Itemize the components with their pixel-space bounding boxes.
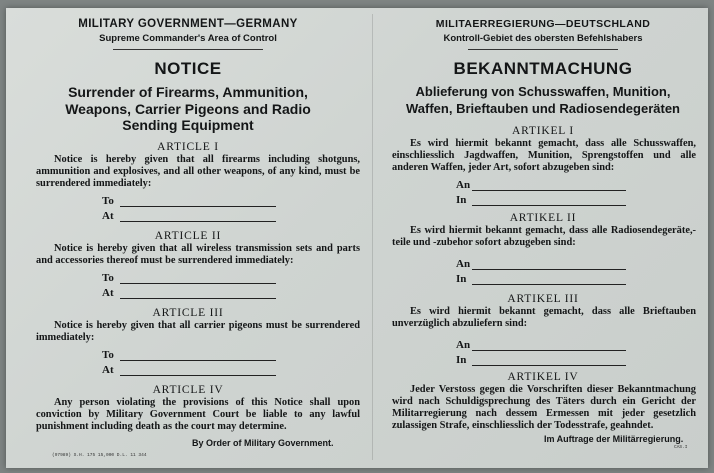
field-line (472, 205, 626, 206)
form-field-at[interactable] (6, 286, 370, 301)
field-line (120, 360, 276, 361)
order-signature: Im Auftrage der Militärregierung. (544, 434, 684, 444)
article-title: ARTICLE II (154, 229, 222, 242)
notice-poster (6, 8, 708, 468)
field-label: To (102, 348, 114, 361)
field-line (472, 350, 626, 351)
article-title: ARTIKEL IV (507, 371, 579, 383)
government-title: MILITARY GOVERNMENT—GERMANY (78, 18, 298, 30)
article-text (378, 138, 708, 174)
notice-title: NOTICE (154, 59, 222, 78)
heading-line: Ablieferung von Schusswaffen, Munition, (415, 84, 671, 99)
article-text-body: Es wird hiermit bekannt gemacht, dass alle Radiosendegeräte,-teile und -zubehor sofort abzugeben sind: (392, 225, 696, 248)
field-label: In (456, 194, 467, 206)
form-field-to[interactable] (6, 194, 370, 209)
area-subtitle: Supreme Commander's Area of Control (99, 33, 277, 44)
field-label: An (456, 339, 471, 351)
field-line (120, 375, 276, 376)
form-field-an[interactable] (378, 178, 708, 193)
article-text-body: Jeder Verstoss gegen die Vorschriften dieser Bekanntmachung wird nach Schuldigsprechung des Täters durch ein Gericht der Militarregierung nach dessem Ermessen mit jeder gesetzlich zulassigen Strafe, einschliesslich der Todesstrafe, geahndet. (392, 384, 696, 431)
field-label: An (456, 258, 471, 270)
form-field-in[interactable] (378, 193, 708, 208)
article-text-body: Notice is hereby given that all firearms including shotguns, ammunition and explosives, and all other weapons, of any kind, must be surrendered immediately: (36, 153, 360, 189)
field-label: At (102, 363, 114, 376)
article-title: ARTICLE I (157, 140, 219, 153)
form-field-in[interactable] (378, 353, 708, 368)
field-line (120, 283, 276, 284)
article-title: ARTIKEL III (507, 293, 579, 305)
field-label: At (102, 209, 114, 222)
government-title: MILITAERREGIERUNG—DEUTSCHLAND (435, 18, 651, 30)
field-label: To (102, 271, 114, 284)
heading-line: Waffen, Brieftauben und Radiosendegeräten (406, 100, 680, 116)
form-field-at[interactable] (6, 209, 370, 224)
form-field-an[interactable] (378, 338, 708, 353)
field-label: In (456, 273, 467, 285)
english-column (6, 8, 370, 468)
printer-code: CAS.I (674, 445, 688, 450)
german-column (378, 8, 708, 468)
divider-rule (468, 49, 618, 50)
article-text (6, 243, 370, 267)
article-text (378, 384, 708, 432)
field-label: At (102, 286, 114, 299)
article-text (6, 397, 370, 433)
divider-rule (113, 49, 263, 50)
article-text (378, 225, 708, 249)
order-signature: By Order of Military Government. (192, 438, 334, 448)
notice-heading (378, 84, 708, 117)
column-divider (372, 14, 373, 460)
field-line (120, 206, 276, 207)
field-line (120, 221, 276, 222)
field-label: To (102, 194, 114, 207)
article-text-body: Notice is hereby given that all carrier pigeons must be surrendered immediately: (36, 319, 360, 343)
field-line (472, 284, 626, 285)
form-field-in[interactable] (378, 272, 708, 287)
form-field-an[interactable] (378, 257, 708, 272)
printer-imprint: (97989) S.H. 175 15,000 D.L. 11 344 (52, 453, 147, 458)
article-title: ARTICLE IV (152, 383, 224, 396)
article-text-body: Any person violating the provisions of this Notice shall upon conviction by Military Government Court be liable to any lawful punishment including death as the court may determine. (36, 396, 360, 432)
article-text-body: Notice is hereby given that all wireless transmission sets and parts and accessories thereof must be surrendered immediately: (36, 242, 360, 266)
heading-line: Weapons, Carrier Pigeons and Radio (65, 100, 311, 117)
form-field-at[interactable] (6, 363, 370, 378)
field-line (120, 298, 276, 299)
article-text-body: Es wird hiermit bekannt gemacht, dass alle Brieftauben unverzüglich abzuliefern sind: (392, 306, 696, 329)
field-label: An (456, 179, 471, 191)
article-text (378, 306, 708, 330)
area-subtitle: Kontroll-Gebiet des obersten Befehlshabers (443, 33, 643, 44)
article-text-body: Es wird hiermit bekannt gemacht, dass alle Schusswaffen, einschliesslich Jagdwaffen, Munition, Sprengstoffen und alle anderen Waffen, jeder Art, sofort abzugeben sind: (392, 138, 696, 173)
form-field-to[interactable] (6, 348, 370, 363)
article-text (6, 154, 370, 190)
notice-title: BEKANNTMACHUNG (453, 59, 633, 78)
heading-line: Surrender of Firearms, Ammunition, (68, 84, 308, 100)
heading-line: Sending Equipment (122, 117, 254, 133)
field-line (472, 190, 626, 191)
article-title: ARTIKEL I (512, 125, 574, 137)
field-line (472, 365, 626, 366)
field-label: In (456, 354, 467, 366)
article-text (6, 320, 370, 344)
form-field-to[interactable] (6, 271, 370, 286)
field-line (472, 269, 626, 270)
notice-heading (6, 84, 370, 134)
article-title: ARTICLE III (152, 306, 224, 319)
article-title: ARTIKEL II (509, 212, 577, 224)
